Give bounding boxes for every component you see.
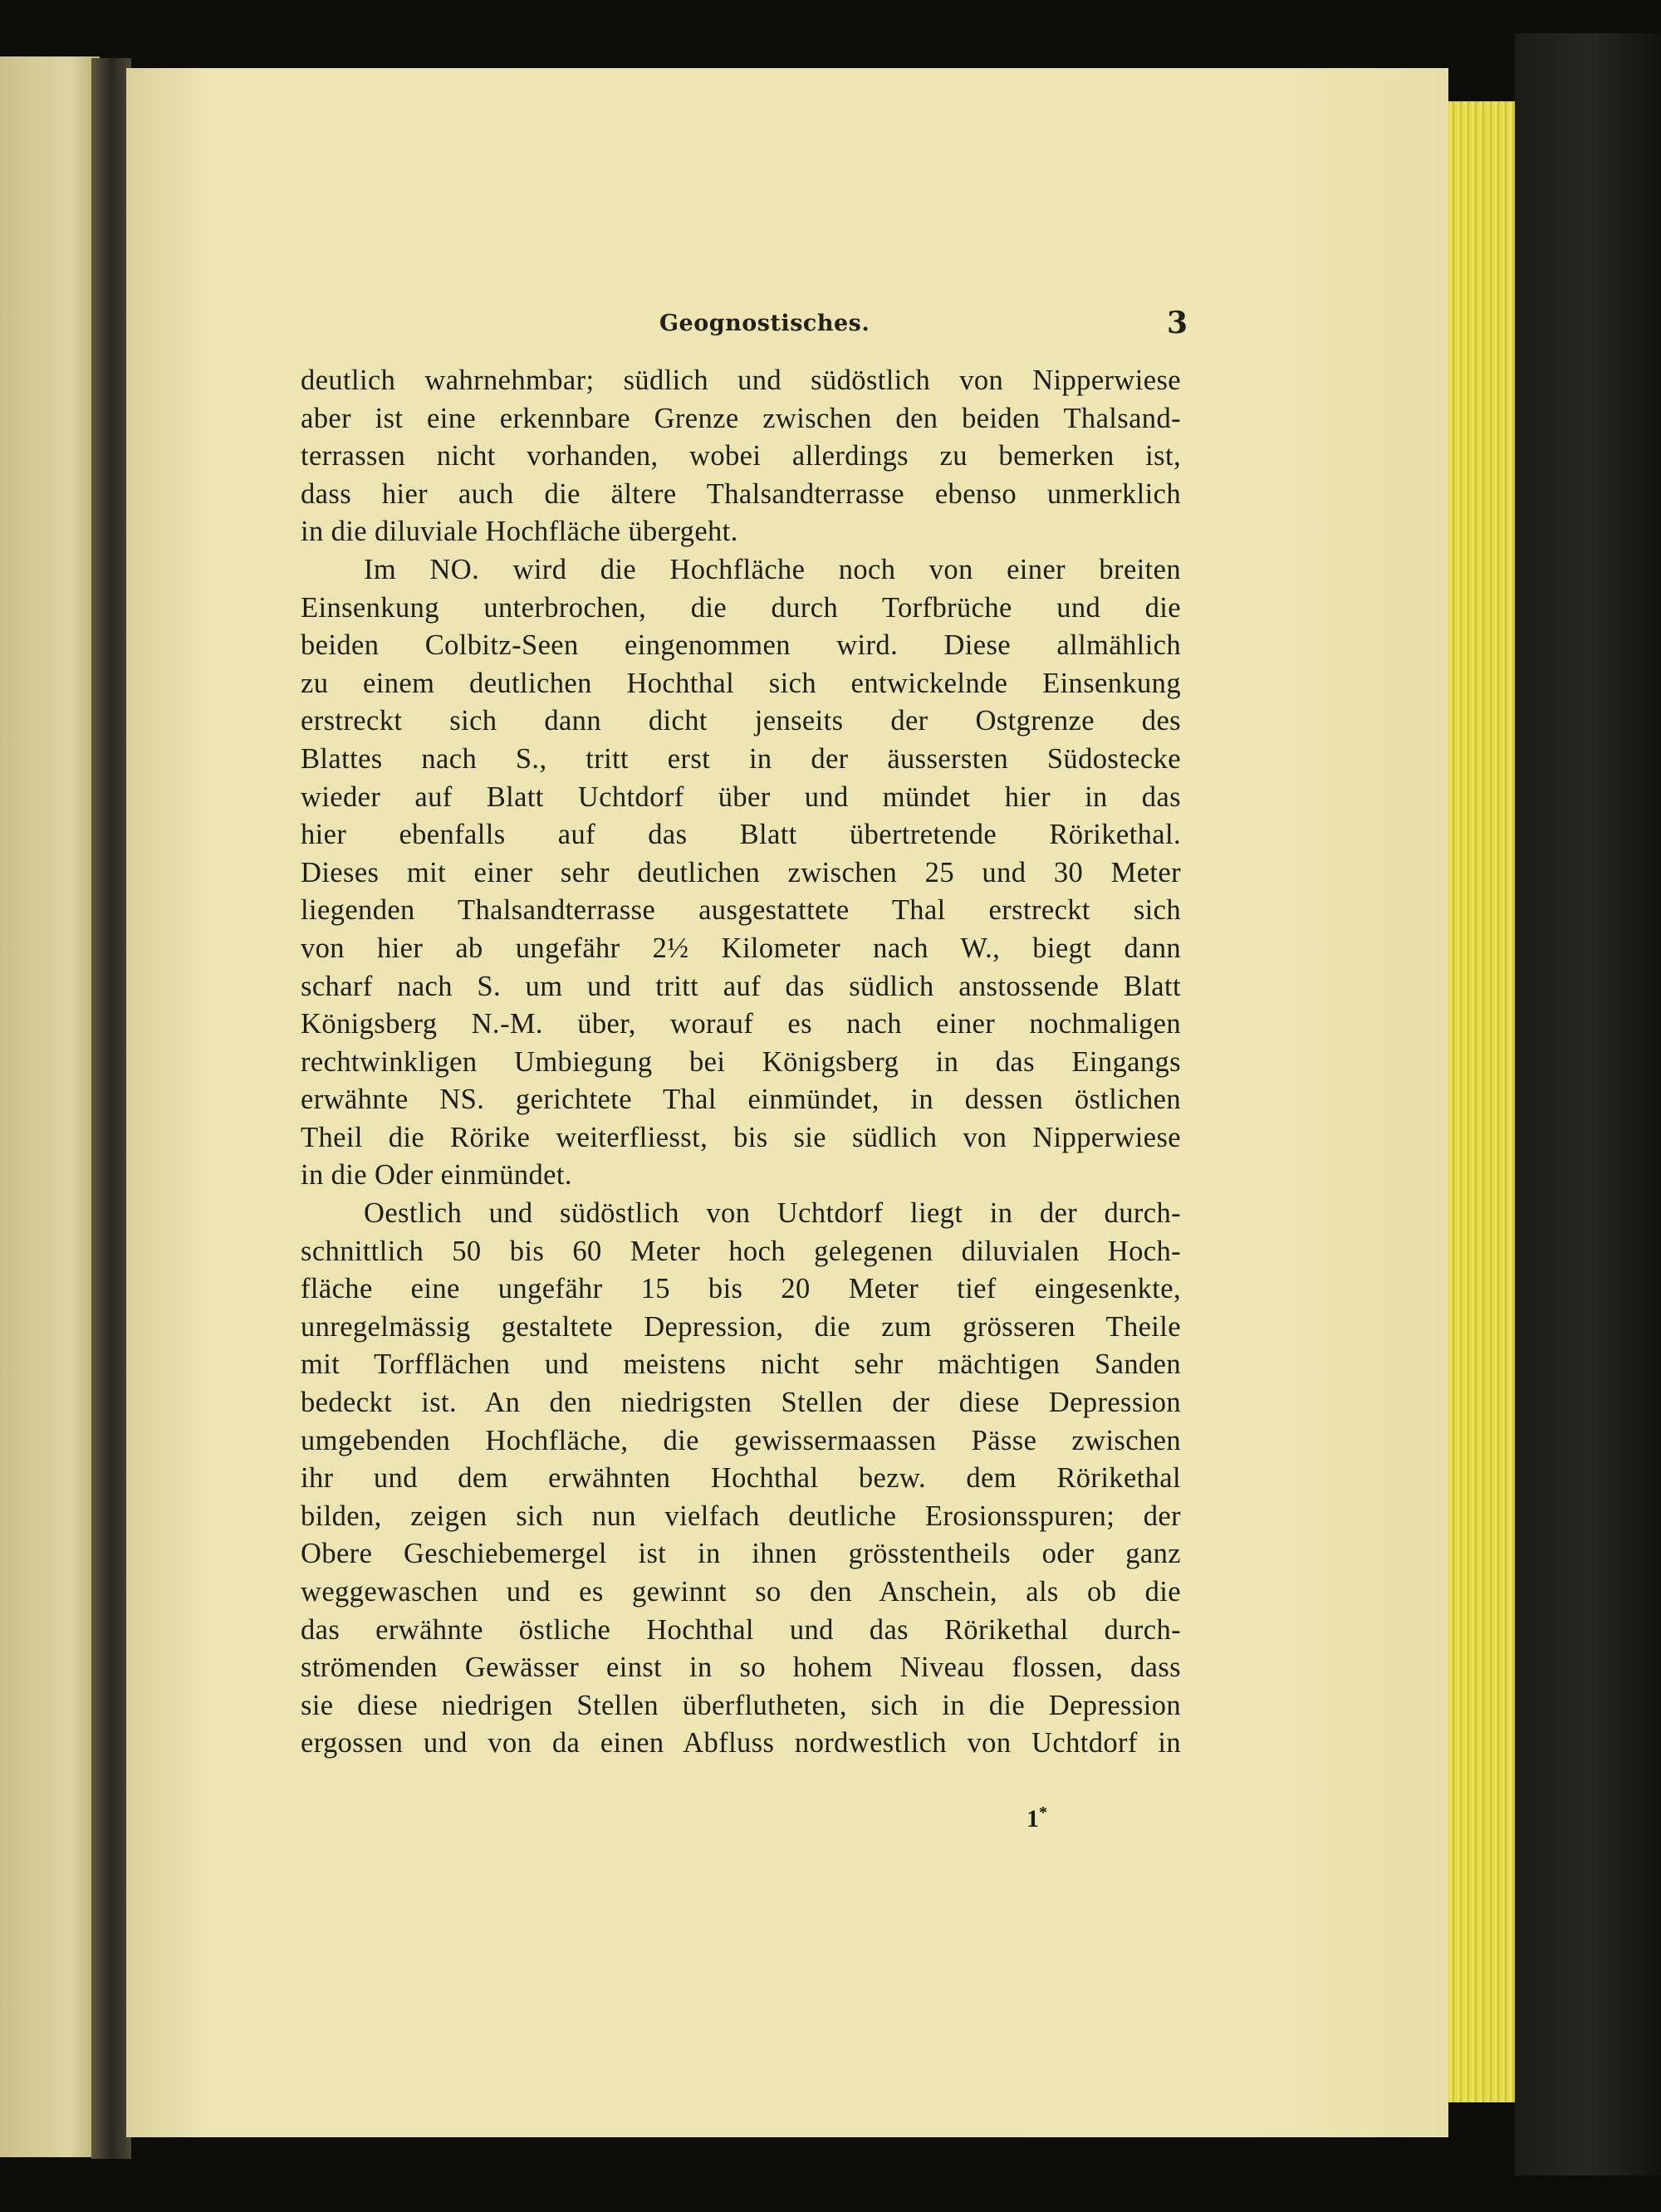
text-line: Dieses mit einer sehr deutlichen zwischen 25 und 30 Meter xyxy=(301,856,1181,888)
text-line: erstreckt sich dann dicht jenseits der Ostgrenze des xyxy=(301,705,1181,737)
running-head xyxy=(307,307,1188,340)
text-line: unregelmässig gestaltete Depression, die zum grösseren Theile xyxy=(301,1310,1181,1343)
text-line: scharf nach S. um und tritt auf das südlich anstossende Blatt xyxy=(301,970,1181,1002)
text-line: fläche eine ungefähr 15 bis 20 Meter tief eingesenkte, xyxy=(301,1273,1181,1305)
text-line: aber ist eine erkennbare Grenze zwischen den beiden Thalsand- xyxy=(301,402,1181,434)
text-line: umgebenden Hochfläche, die gewissermaassen Pässe zwischen xyxy=(301,1424,1181,1456)
text-line: von hier ab ungefähr 2½ Kilometer nach W., biegt dann xyxy=(301,932,1181,964)
book-cover-edge xyxy=(1515,33,1661,2175)
signature-mark xyxy=(1026,1803,1047,1833)
text-line: Königsberg N.-M. über, worauf es nach einer nochmaligen xyxy=(301,1008,1181,1040)
text-line: zu einem deutlichen Hochthal sich entwickelnde Einsenkung xyxy=(301,667,1181,699)
text-line: deutlich wahrnehmbar; südlich und südöstlich von Nipperwiese xyxy=(301,365,1181,396)
text-line: weggewaschen und es gewinnt so den Anschein, als ob die xyxy=(301,1576,1181,1608)
text-line: dass hier auch die ältere Thalsandterrasse ebenso unmerklich xyxy=(301,477,1181,510)
text-line: das erwähnte östliche Hochthal und das Rörikethal durch- xyxy=(301,1613,1181,1646)
text-line: Oestlich und südöstlich von Uchtdorf liegt in der durch- xyxy=(364,1197,1181,1230)
text-line: Blattes nach S., tritt erst in der äussersten Südostecke xyxy=(301,742,1181,775)
text-line: hier ebenfalls auf das Blatt übertretende Rörikethal. xyxy=(301,819,1181,851)
text-line: Im NO. wird die Hochfläche noch von einer breiten xyxy=(364,553,1181,585)
text-line: wieder auf Blatt Uchtdorf über und mündet hier in das xyxy=(301,781,1181,813)
text-line: Obere Geschiebemergel ist in ihnen grösstentheils oder ganz xyxy=(301,1538,1181,1570)
text-line: ergossen und von da einen Abfluss nordwestlich von Uchtdorf in xyxy=(301,1727,1181,1759)
body-text xyxy=(301,362,1181,1763)
text-line: in die diluviale Hochfläche übergeht. xyxy=(301,516,738,548)
page-fore-edge xyxy=(1448,101,1515,2102)
text-line: Einsenkung unterbrochen, die durch Torfbrüche und die xyxy=(301,591,1181,624)
text-line: erwähnte NS. gerichtete Thal einmündet, in dessen östlichen xyxy=(301,1084,1181,1116)
text-line: Theil die Rörike weiterfliesst, bis sie südlich von Nipperwiese xyxy=(301,1121,1181,1153)
book-gutter xyxy=(91,58,131,2159)
text-line: terrassen nicht vorhanden, wobei allerdings zu bemerken ist, xyxy=(301,440,1181,472)
text-line: sie diese niedrigen Stellen überflutheten, sich in die Depression xyxy=(301,1689,1181,1721)
text-line: strömenden Gewässer einst in so hohem Niveau flossen, dass xyxy=(301,1652,1181,1684)
facing-page-edge xyxy=(0,56,100,2157)
text-line: bilden, zeigen sich nun vielfach deutliche Erosionsspuren; der xyxy=(301,1500,1181,1532)
running-head-title: Geognostisches. xyxy=(659,311,870,336)
page-number: 3 xyxy=(1166,306,1188,340)
text-line: bedeckt ist. An den niedrigsten Stellen der diese Depression xyxy=(301,1387,1181,1419)
text-line: schnittlich 50 bis 60 Meter hoch gelegenen diluvialen Hoch- xyxy=(301,1235,1181,1267)
text-line: ihr und dem erwähnten Hochthal bezw. dem Rörikethal xyxy=(301,1462,1181,1495)
text-line: rechtwinkligen Umbiegung bei Königsberg in das Eingangs xyxy=(301,1045,1181,1078)
text-line: beiden Colbitz-Seen eingenommen wird. Diese allmählich xyxy=(301,629,1181,662)
signature-asterisk: * xyxy=(1039,1803,1047,1822)
text-line: in die Oder einmündet. xyxy=(301,1159,572,1192)
text-line: liegenden Thalsandterrasse ausgestattete Thal erstreckt sich xyxy=(301,894,1181,927)
signature-number: 1 xyxy=(1026,1805,1039,1833)
text-line: mit Torfflächen und meistens nicht sehr mächtigen Sanden xyxy=(301,1348,1181,1381)
